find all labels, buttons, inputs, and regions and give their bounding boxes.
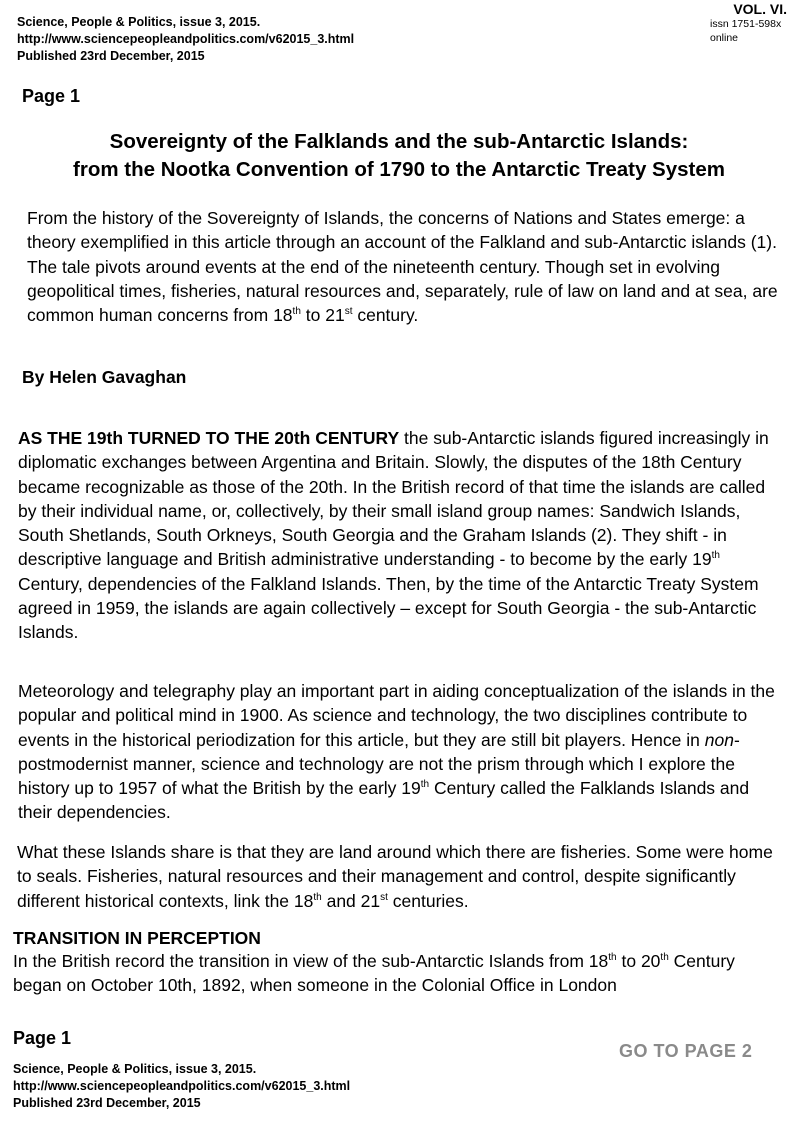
page-label-bottom: Page 1 bbox=[13, 1028, 72, 1048]
superscript: st bbox=[344, 306, 353, 318]
paragraph-text: the sub-Antarctic islands figured increasingly in diplomatic exchanges between Argentina and Britain. Slowly, the disputes of the 18th Century became recognizable as those of the 20th. In the British record of that time the islands are called by their individual name, or, collectively, by their small island group names: Sandwich Islands, South Shetlands, South Orkneys, South Georgia and the Graham Islands (2). They shift - in descriptive language and British administrative understanding - to become by the early 19 bbox=[18, 428, 769, 570]
abstract-text: From the history of the Sovereignty of Islands, the concerns of Nations and States emerge: a theory exemplified in this article through an account of the Falkland and sub-Antarctic islands (1). The tale pivots around events at the end of the nineteenth century. Though set in evolving geopolitical times, fisheries, natural resources and, separately, rule of law on land and at sea, are common human concerns from 18 bbox=[27, 208, 778, 326]
section-heading: TRANSITION IN PERCEPTION bbox=[13, 928, 261, 948]
abstract bbox=[27, 206, 787, 327]
paragraph-text: Meteorology and telegraphy play an important part in aiding conceptualization of the islands in the popular and political mind in 1900. As science and technology, the two disciplines contribute to events in the historical periodization for this article, but they are still bit players. Hence in bbox=[18, 681, 775, 750]
abstract-text: to 21 bbox=[300, 305, 345, 326]
abstract-text: century. bbox=[352, 305, 419, 326]
paragraph-text: centuries. bbox=[387, 890, 469, 911]
superscript: th bbox=[292, 306, 301, 318]
header-journal: Science, People & Politics, issue 3, 2015. bbox=[17, 15, 261, 29]
paragraph-3 bbox=[17, 840, 787, 913]
superscript: th bbox=[711, 550, 720, 562]
paragraph-text: In the British record the transition in view of the sub-Antarctic Islands from 18 bbox=[13, 951, 609, 971]
footer-journal: Science, People & Politics, issue 3, 2015. bbox=[13, 1062, 257, 1076]
paragraph-text: Century called the Falklands Islands and their dependencies. bbox=[18, 778, 750, 823]
title-line-1: Sovereignty of the Falklands and the sub-Antarctic Islands: bbox=[109, 130, 689, 153]
superscript: th bbox=[313, 891, 322, 903]
online-label: online bbox=[710, 32, 739, 44]
paragraph-4 bbox=[13, 949, 788, 998]
paragraph-1 bbox=[18, 426, 788, 645]
paragraph-text: and 21 bbox=[321, 890, 381, 911]
page-label-top: Page 1 bbox=[22, 86, 81, 106]
paragraph-text: Century, dependencies of the Falkland Islands. Then, by the time of the Antarctic Treaty System agreed in 1959, the islands are again collectively – except for South Georgia - the sub-Antarctic Islands. bbox=[18, 573, 759, 643]
footer-published: Published 23rd December, 2015 bbox=[13, 1096, 201, 1110]
paragraph-text: -postmodernist manner, science and technology are not the prism through which I explore the history up to 1957 of what the British by the early 19 bbox=[18, 729, 740, 799]
paragraph-text: What these Islands share is that they are land around which there are fisheries. Some were home to seals. Fisheries, natural resources and their management and control, despite significantly different historical contexts, link the 18 bbox=[17, 842, 773, 911]
issn-label: issn 1751-598x bbox=[710, 18, 782, 30]
byline: By Helen Gavaghan bbox=[22, 367, 187, 387]
header-published: Published 23rd December, 2015 bbox=[17, 49, 205, 63]
go-to-page-2-link[interactable]: GO TO PAGE 2 bbox=[619, 1041, 753, 1061]
superscript: th bbox=[608, 952, 617, 964]
article-title bbox=[14, 128, 784, 184]
volume-label: VOL. VI. bbox=[733, 1, 787, 17]
paragraph-text: Century began on October 10th, 1892, when someone in the Colonial Office in London bbox=[13, 951, 735, 996]
paragraph-lead: AS THE 19th TURNED TO THE 20th CENTURY bbox=[18, 428, 400, 448]
title-line-2: from the Nootka Convention of 1790 to the Antarctic Treaty System bbox=[73, 158, 725, 181]
superscript: th bbox=[660, 952, 669, 964]
paragraph-italic: non bbox=[704, 729, 734, 750]
header-url[interactable]: http://www.sciencepeopleandpolitics.com/v62015_3.html bbox=[17, 32, 355, 46]
footer-url[interactable]: http://www.sciencepeopleandpolitics.com/v62015_3.html bbox=[13, 1079, 351, 1093]
paragraph-2 bbox=[18, 679, 788, 825]
superscript: th bbox=[420, 779, 430, 791]
paragraph-text: to 20 bbox=[616, 951, 661, 971]
superscript: st bbox=[380, 891, 388, 903]
